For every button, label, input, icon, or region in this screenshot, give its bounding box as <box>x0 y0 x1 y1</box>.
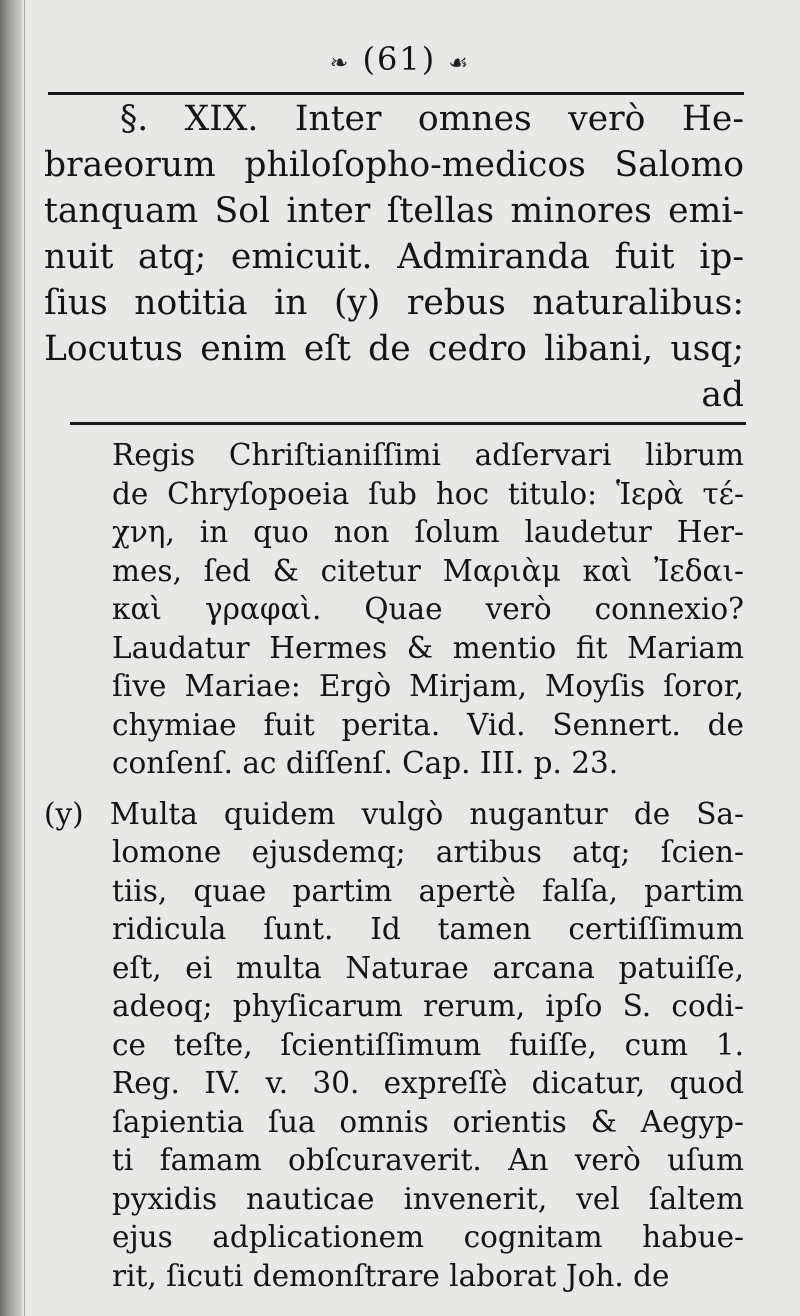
footnote-rule <box>70 422 746 425</box>
footnote-line: χνη, in quo non ſolum laudetur Her- <box>112 515 744 549</box>
footnote-y-line: ti famam obſcuraverit. An verò uſum <box>112 1143 744 1177</box>
main-text-block <box>44 96 744 418</box>
footnote-line: ſive Mariae: Ergò Mirjam, Moyſis ſoror, <box>112 669 744 703</box>
footnote-y-line: lomone ejusdemq; artibus atq; ſcien- <box>112 835 744 869</box>
main-line: braeorum philoſopho-medicos Salomo <box>44 145 744 185</box>
footnote-line: Laudatur Hermes & mentio fit Mariam <box>112 630 744 665</box>
footnote-y-line: Reg. IV. v. 30. expreſſè dicatur, quod <box>112 1066 744 1100</box>
main-line: nuit atq; emicuit. Admiranda fuit ip- <box>44 237 744 277</box>
main-line: tanquam Sol inter ſtellas minores emi- <box>44 191 744 231</box>
main-line: ſius notitia in (y) rebus naturalibus: <box>44 283 744 323</box>
footnote-y-line: ejus adplicationem cognitam habue- <box>112 1220 744 1254</box>
header-rule <box>48 92 744 95</box>
footnote-y-line: eſt, ei multa Naturae arcana patuiſſe, <box>112 950 744 985</box>
main-line: §. XIX. Inter omnes verò He- <box>120 99 744 139</box>
footnote-line: καὶ γραφαὶ. Quae verò connexio? <box>112 592 744 626</box>
page-number: (61) <box>362 40 437 78</box>
footnote-y-line: tiis, quae partim apertè falſa, partim <box>112 873 744 908</box>
main-line: Locutus enim eſt de cedro libani, usq; <box>44 329 744 369</box>
binding-gutter <box>0 0 22 1316</box>
footnote-y-line: ridicula ſunt. Id tamen certiſſimum <box>112 912 744 946</box>
footnote-line: mes, ſed & citetur Μαριὰμ καὶ Ἰεδαι- <box>112 553 744 588</box>
footnote-y-line: (y) Multa quidem vulgò nugantur de Sa- <box>44 796 744 831</box>
footnote-y-line: ſapientia ſua omnis orientis & Aegyp- <box>112 1104 744 1139</box>
footnote-y-line: adeoq; phyſicarum rerum, ipſo S. codi- <box>112 989 744 1023</box>
footnote-line: Regis Chriſtianiſſimi adſervari librum <box>112 438 744 472</box>
footnote-line: conſenſ. ac diſſenſ. Cap. III. p. 23. <box>112 746 619 780</box>
footnotes-block <box>44 436 744 1295</box>
footnote-line: de Chryſopoeia ſub hoc titulo: Ἱερὰ τέ- <box>112 476 744 511</box>
footnote-line: chymiae fuit perita. Vid. Sennert. de <box>112 707 744 742</box>
footnote-y-line: rit, ſicuti demonſtrare laborat Joh. de <box>112 1258 670 1293</box>
catchword: ad <box>701 375 744 415</box>
page-header <box>30 40 770 78</box>
footnote-y-line: ce teſte, ſcientiſſimum fuiſſe, cum 1. <box>112 1027 744 1062</box>
ornament-right-icon: ☙ <box>448 51 471 76</box>
ornament-left-icon: ❧ <box>329 51 351 76</box>
footnote-y-line: pyxidis nauticae invenerit, vel ſaltem <box>112 1181 744 1216</box>
book-page <box>30 0 770 1316</box>
page-edge-line <box>24 0 25 1316</box>
